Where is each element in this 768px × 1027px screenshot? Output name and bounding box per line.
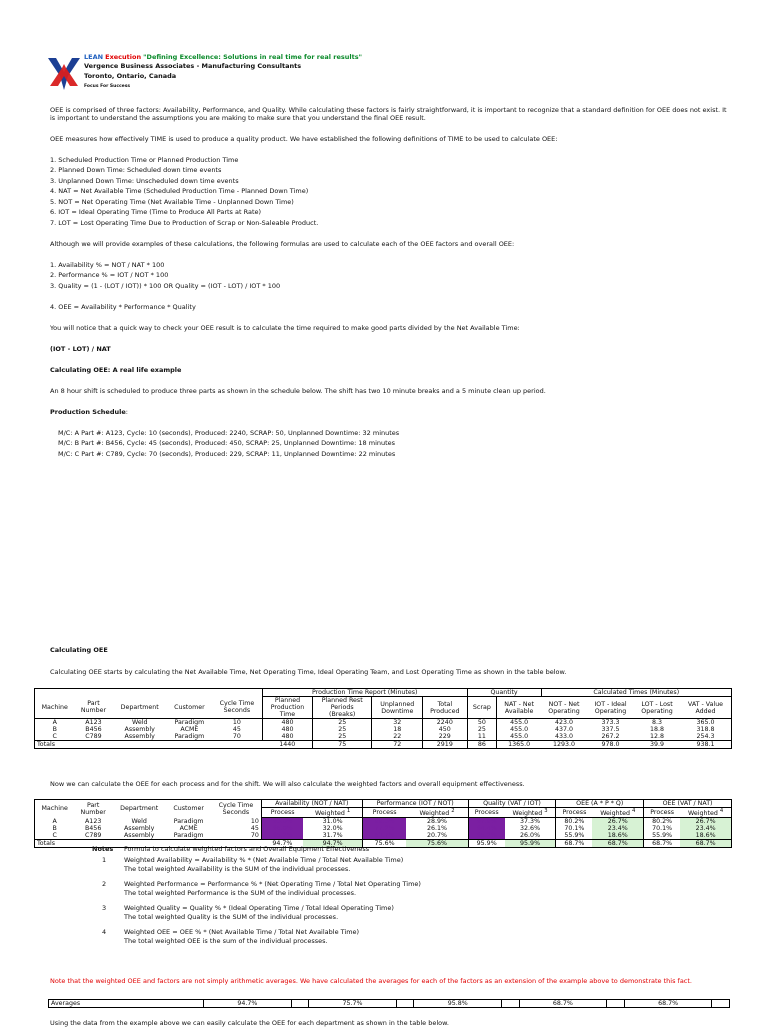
note-explanation: The total weighted OEE is the sum of the individual processes. xyxy=(124,937,328,945)
example-title: Calculating OEE: A real life example xyxy=(50,366,182,374)
table2-total-cell: 75.6% xyxy=(406,840,468,848)
table1-h-nat: NAT - Net Available xyxy=(497,697,541,719)
table1-body xyxy=(35,719,732,741)
table2-cell: Paradigm xyxy=(173,832,204,840)
table2-total-cell: 94.7% xyxy=(303,840,362,848)
table2-row xyxy=(35,818,732,826)
table2-cell: Paradigm xyxy=(173,817,204,825)
definition-1: 1. Scheduled Production Time or Planned Production Time xyxy=(50,156,239,164)
table2-h-weighted: Weighted $^3$ xyxy=(505,808,556,818)
table1-group-calc: Calculated Times (Minutes) xyxy=(541,689,731,697)
notes-intro: Formula to calculate weighted factors and Overall Equipment Effectiveness xyxy=(124,845,370,853)
definition-6: 6. IOT = Ideal Operating Time (Time to Produce All Parts at Rate) xyxy=(50,208,262,216)
schedule-title: Production Schedule xyxy=(50,408,126,416)
table1-cell: 455.0 xyxy=(510,733,529,740)
table1-cell: 480 xyxy=(263,726,313,733)
table1-cell: Weld xyxy=(131,719,148,726)
table1-h-scrap: Scrap xyxy=(467,697,497,719)
table2-cell: 77.2% xyxy=(362,825,406,832)
company-motto: Focus For Success xyxy=(84,84,131,89)
table2-total-cell: 68.7% xyxy=(644,840,681,848)
table1-cell: 455.0 xyxy=(510,719,529,726)
note-formula: Weighted Availability = Availability % * (Net Available Time / Total Net Available Time) xyxy=(124,856,404,864)
table2-h-process: Process xyxy=(362,808,406,818)
average-value: 68.7% xyxy=(624,1000,712,1008)
table1-cell: 25 xyxy=(312,726,372,733)
table1-h-part: Part Number xyxy=(74,697,112,719)
table2-cell: 26.0% xyxy=(505,832,556,840)
averages-label: Averages xyxy=(49,1000,204,1008)
formula-1: 1. Availability % = NOT / NAT * 100 xyxy=(50,261,165,269)
table1-cell: Assembly xyxy=(124,726,155,733)
lean-word: LEAN xyxy=(84,53,104,61)
table2-cell: ACME xyxy=(179,825,198,833)
table1-cell: 25 xyxy=(312,719,372,727)
note-number: 4 xyxy=(102,928,107,936)
table2-cell: 26.7% xyxy=(592,818,643,826)
table1-row xyxy=(35,719,732,727)
table2-h-weighted: Weighted $^1$ xyxy=(303,808,362,818)
table2-cell: 45 xyxy=(211,825,261,832)
table1-cell: B xyxy=(35,726,75,733)
average-spacer xyxy=(607,1000,625,1008)
table1-h-vat: VAT - Value Added xyxy=(680,697,732,719)
table1-cell: 450 xyxy=(423,726,467,733)
table2-cell: 31.7% xyxy=(303,832,362,840)
table1-total-cell: 75 xyxy=(312,741,372,749)
table1-h-not: NOT - Net Operating xyxy=(541,697,587,719)
table2-cell: 20.7% xyxy=(406,832,468,840)
table1-cell: 50 xyxy=(467,719,497,727)
table2-group-oee1: OEE (A * P * Q) xyxy=(556,800,644,808)
note-formula: Weighted Performance = Performance % * (Net Operating Time / Total Net Operating Time) xyxy=(124,880,421,888)
table1-cell: 11 xyxy=(467,733,497,741)
table2-body xyxy=(35,818,732,840)
table2-cell: 37.3% xyxy=(505,818,556,826)
table2-cell: 80.2% xyxy=(652,818,673,826)
table1-cell: 455.0 xyxy=(510,726,529,733)
footer-text: Using the data from the example above we can easily calculate the OEE for each department as shown in the table below. xyxy=(50,1019,449,1027)
table1-h-unplanned: Unplanned Downtime xyxy=(372,697,423,719)
table1-cell: 25 xyxy=(467,726,497,733)
table1-total-cell: 978.0 xyxy=(587,741,634,749)
schedule-title-colon: : xyxy=(125,408,128,416)
table2-cell: 61.7% xyxy=(362,832,406,840)
average-value: 68.7% xyxy=(519,1000,607,1008)
table2-cell: B456 xyxy=(84,825,102,833)
table1-cell: 267.2 xyxy=(601,733,620,740)
table2-cell: 93.0% xyxy=(261,818,303,826)
table1-cell: B456 xyxy=(85,726,102,733)
table2-h-process: Process xyxy=(644,808,681,818)
table2-cell: 55.9% xyxy=(652,832,673,840)
table1-cell: 18.8 xyxy=(649,726,665,733)
table2-h-process: Process xyxy=(261,808,303,818)
table1-cell: A xyxy=(35,719,75,727)
table1-cell: 8.3 xyxy=(651,719,662,726)
table2-cell: 10 xyxy=(211,818,261,826)
table2-cell: 94.4% xyxy=(468,825,505,832)
average-value: 75.7% xyxy=(309,1000,397,1008)
table2-cell: 31.0% xyxy=(303,818,362,826)
table1-total-cell: 1440 xyxy=(263,741,313,749)
table2-h-dept: Department xyxy=(112,800,166,818)
table1-cell: 433.0 xyxy=(555,733,574,740)
table2-group-avail: Availability (NOT / NAT) xyxy=(261,800,362,808)
table1-cell: Assembly xyxy=(124,733,155,740)
table2-cell: 32.0% xyxy=(303,825,362,832)
table1-h-cust: Customer xyxy=(167,697,212,719)
table2-h-part: Part Number xyxy=(74,800,112,818)
definition-5: 5. NOT = Net Operating Time (Net Available Time - Unplanned Down Time) xyxy=(50,198,294,206)
table2-h-cust: Customer xyxy=(166,800,211,818)
table1-cell: 32 xyxy=(372,719,423,727)
table1-total-cell: 1293.0 xyxy=(541,741,587,749)
table2-cell: 95.2% xyxy=(261,832,303,840)
table2-group-perf: Performance (IOT / NOT) xyxy=(362,800,468,808)
schedule-line-b: M/C: B Part #: B456, Cycle: 45 (seconds), Produced: 450, SCRAP: 25, Unplanned Downtime: 18 minutes xyxy=(58,439,396,447)
note-formula: Weighted Quality = Quality % * (Ideal Operating Time / Total Ideal Operating Time) xyxy=(124,904,394,912)
table1-h-total: Total Produced xyxy=(423,697,467,719)
table1-cell: ACME xyxy=(180,726,199,733)
table2-group-oee2: OEE (VAT / NAT) xyxy=(644,800,732,808)
table1-cell: 229 xyxy=(423,733,467,741)
note-number: 3 xyxy=(102,904,107,912)
table1-h-machine: Machine xyxy=(35,697,75,719)
note-formula: Weighted OEE = OEE % * (Net Available Time / Total Net Available Time) xyxy=(124,928,360,936)
table2-total-cell: 95.9% xyxy=(505,840,556,848)
table2-total-cell: 68.7% xyxy=(592,840,643,848)
table2-cell: 26.7% xyxy=(680,818,731,826)
table1-h-dept: Department xyxy=(112,697,167,719)
table2-row xyxy=(35,832,732,840)
table1-cell: 12.8 xyxy=(649,733,665,740)
table2-cell: 23.4% xyxy=(592,825,643,832)
table1-cell: 45 xyxy=(212,726,263,733)
company-location: Toronto, Ontario, Canada xyxy=(84,72,177,80)
table1-cell: A123 xyxy=(85,719,102,726)
table2-cell: C xyxy=(35,832,75,840)
table1-cell: C xyxy=(35,733,75,741)
table2-h-process: Process xyxy=(556,808,593,818)
table2-cell: C789 xyxy=(84,832,102,840)
table1-cell: 318.8 xyxy=(680,726,732,733)
table1-h-iot: IOT - Ideal Operating xyxy=(587,697,634,719)
average-value: 94.7% xyxy=(204,1000,292,1008)
table2-cell: A123 xyxy=(85,817,102,825)
table1-cell: 18 xyxy=(372,726,423,733)
table2-cell: 70.1% xyxy=(652,825,673,833)
table1-cell: 25 xyxy=(312,733,372,741)
time-report-table xyxy=(34,688,732,749)
calc-paragraph-1: Calculating OEE starts by calculating the Net Available Time, Net Operating Time, Ideal Operating Team, and Lost Operating Time as shown in the table below. xyxy=(50,668,567,676)
table1-row xyxy=(35,726,732,733)
table1-cell: 22 xyxy=(372,733,423,741)
calc-paragraph-2: Now we can calculate the OEE for each process and for the shift. We will also calculate the weighted factors and overall equipment effectiveness. xyxy=(50,780,525,788)
table2-cell: 55.9% xyxy=(564,832,585,840)
table2-cell: 80.2% xyxy=(564,818,585,826)
table1-group-qty: Quantity xyxy=(467,689,541,697)
table2-cell: 97.8% xyxy=(468,818,505,826)
table1-cell: 10 xyxy=(212,719,263,727)
average-spacer xyxy=(502,1000,520,1008)
table1-cell: Paradigm xyxy=(174,719,205,726)
table2-cell: Assembly xyxy=(124,825,155,833)
table1-h-planned: Planned Production Time xyxy=(263,697,313,719)
averages-note: Note that the weighted OEE and factors are not simply arithmetic averages. We have calculated the averages for each of the factors as an extension of the example above to demonstrate this fact. xyxy=(50,977,692,985)
definition-3: 3. Unplanned Down Time: Unscheduled down time events xyxy=(50,177,239,185)
table1-blank-group xyxy=(35,689,263,697)
table2-cell: Assembly xyxy=(124,832,155,840)
intro-paragraph-1a: OEE is comprised of three factors: Availability, Performance, and Quality. While calculating these factors is fairly straightforward, it is important to recognize that a standard definition for OEE does not exist. It xyxy=(50,106,727,114)
table1-total-cell: 938.1 xyxy=(680,741,732,749)
note-number: 1 xyxy=(102,856,107,864)
table1-row xyxy=(35,733,732,741)
formula-2: 2. Performance % = IOT / NOT * 100 xyxy=(50,271,169,279)
table1-h-rest: Planned Rest Periods (Breaks) xyxy=(312,697,372,719)
table1-cell: 70 xyxy=(212,733,263,741)
table1-cell: 254.3 xyxy=(680,733,732,741)
table2-totals-label: Totals xyxy=(35,840,262,848)
table2-h-machine: Machine xyxy=(35,800,75,818)
table2-total-cell: 68.7% xyxy=(556,840,593,848)
definition-7: 7. LOT = Lost Operating Time Due to Production of Scrap or Non-Saleable Product. xyxy=(50,219,319,227)
definition-2: 2. Planned Down Time: Scheduled down time events xyxy=(50,166,222,174)
calc-title: Calculating OEE xyxy=(50,646,108,654)
average-spacer xyxy=(291,1000,309,1008)
table1-total-cell: 1365.0 xyxy=(497,741,541,749)
table1-cell: 373.3 xyxy=(601,719,620,726)
note-number: 2 xyxy=(102,880,107,888)
table1-totals-row xyxy=(35,741,732,749)
header-tagline-line xyxy=(84,53,362,61)
note-explanation: The total weighted Availability is the SUM of the individual processes. xyxy=(124,865,351,873)
table2-total-cell: 75.6% xyxy=(362,840,406,848)
table2-total-cell: 94.7% xyxy=(261,840,303,848)
table2-cell: 88.3% xyxy=(362,818,406,826)
table1-cell: 2240 xyxy=(423,719,467,727)
table1-group-report: Production Time Report (Minutes) xyxy=(263,689,468,697)
table1-cell: 437.0 xyxy=(555,726,574,733)
table1-cell: 423.0 xyxy=(555,719,574,726)
table2-cell: Weld xyxy=(131,817,147,825)
table2-cell: 26.1% xyxy=(406,825,468,832)
intro-paragraph-5: An 8 hour shift is scheduled to produce three parts as shown in the schedule below. The shift has two 10 minute breaks and a 5 minute clean up period. xyxy=(50,387,546,395)
formula-3: 3. Quality = (1 - (LOT / IOT)) * 100 OR Quality = (IOT - LOT) / IOT * 100 xyxy=(50,282,281,290)
table1-total-cell: 72 xyxy=(372,741,423,749)
table1-cell: C789 xyxy=(85,733,102,740)
average-spacer xyxy=(396,1000,414,1008)
table2-cell: 18.6% xyxy=(680,832,731,840)
table2-cell: 95.2% xyxy=(468,832,505,840)
table1-h-lot: LOT - Lost Operating xyxy=(634,697,680,719)
table1-total-cell: 39.9 xyxy=(634,741,680,749)
table2-group-qual: Quality (VAT / IOT) xyxy=(468,800,556,808)
table2-h-weighted: Weighted $^2$ xyxy=(406,808,468,818)
averages-table xyxy=(48,999,730,1008)
schedule-title-line xyxy=(50,408,128,416)
execution-word: Execution xyxy=(105,53,142,61)
average-spacer xyxy=(712,1000,730,1008)
table2-row xyxy=(35,825,732,832)
table1-total-cell: 2919 xyxy=(423,741,467,749)
schedule-line-c: M/C: C Part #: C789, Cycle: 70 (seconds), Produced: 229, SCRAP: 11, Unplanned Downtime: 22 minutes xyxy=(58,450,396,458)
definition-4: 4. NAT = Net Available Time (Scheduled Production Time - Planned Down Time) xyxy=(50,187,309,195)
table2-cell: 96.0% xyxy=(261,825,303,832)
table2-cell: 18.6% xyxy=(592,832,643,840)
table1-total-cell: 86 xyxy=(467,741,497,749)
table1-cell: 365.0 xyxy=(680,719,732,727)
table2-cell: 23.4% xyxy=(680,825,731,832)
intro-paragraph-2: OEE measures how effectively TIME is used to produce a quality product. We have established the following definitions of TIME to be used to calculate OEE: xyxy=(50,135,558,143)
formula-4: 4. OEE = Availability * Performance * Quality xyxy=(50,303,196,311)
tagline: "Defining Excellence: Solutions in real time for real results" xyxy=(143,53,362,61)
quick-check-formula: (IOT - LOT) / NAT xyxy=(50,345,111,353)
table2-h-cycle: Cycle Time Seconds xyxy=(211,800,261,818)
table2-total-cell: 68.7% xyxy=(680,840,731,848)
schedule-line-a: M/C: A Part #: A123, Cycle: 10 (seconds), Produced: 2240, SCRAP: 50, Unplanned Downtime: 32 minutes xyxy=(58,429,400,437)
table1-cell: 337.5 xyxy=(601,726,620,733)
notes-label: Notes xyxy=(92,845,114,853)
table2-h-weighted: Weighted $^4$ xyxy=(592,808,643,818)
note-explanation: The total weighted Quality is the SUM of the individual processes. xyxy=(124,913,339,921)
table1-totals-label: Totals xyxy=(35,741,263,749)
table2-h-process: Process xyxy=(468,808,505,818)
intro-paragraph-3: Although we will provide examples of these calculations, the following formulas are used to calculate each of the OEE factors and overall OEE: xyxy=(50,240,515,248)
table1-h-cycle: Cycle Time Seconds xyxy=(212,697,263,719)
table2-cell: 70.1% xyxy=(564,825,585,833)
table1-cell: Paradigm xyxy=(174,733,205,740)
table2-cell: 28.9% xyxy=(406,818,468,826)
intro-paragraph-4: You will notice that a quick way to check your OEE result is to calculate the time required to make good parts divided by the Net Available Time: xyxy=(50,324,520,332)
company-logo xyxy=(47,56,81,90)
table2-cell: 70 xyxy=(211,832,261,840)
table2-cell: B xyxy=(35,825,75,832)
table2-total-cell: 95.9% xyxy=(468,840,505,848)
table2-h-weighted: Weighted $^4$ xyxy=(680,808,731,818)
note-explanation: The total weighted Performance is the SUM of the individual processes. xyxy=(124,889,357,897)
oee-table xyxy=(34,799,732,848)
intro-paragraph-1b: is important to understand the assumptions you are making to make sure that you understand the final OEE result. xyxy=(50,114,426,122)
table2-cell: A xyxy=(35,818,75,826)
table1-cell: 480 xyxy=(263,719,313,727)
company-name: Vergence Business Associates - Manufacturing Consultants xyxy=(84,62,302,70)
average-value: 95.8% xyxy=(414,1000,502,1008)
table1-cell: 480 xyxy=(263,733,313,741)
table2-cell: 32.6% xyxy=(505,825,556,832)
